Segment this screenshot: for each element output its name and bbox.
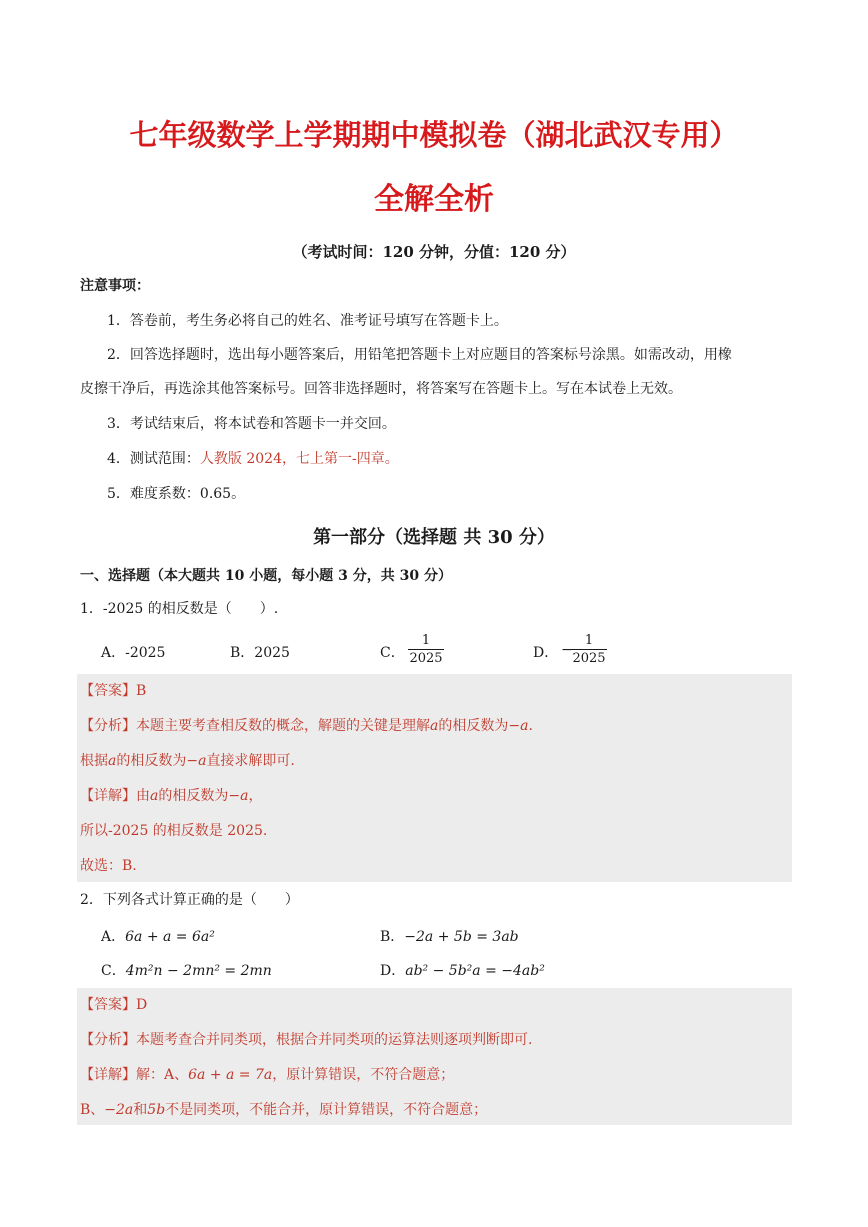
q1-detail: 【详解】由a的相反数为−a， <box>80 788 263 804</box>
detail-expression: −2a <box>104 1102 134 1118</box>
page-title: 七年级数学上学期期中模拟卷（湖北武汉专用） <box>129 118 739 152</box>
q1-detail-line: 所以-2025 的相反数是 2025. <box>80 823 268 839</box>
option-label: B． <box>380 929 405 945</box>
detail-text: 和 <box>133 1102 148 1118</box>
question-1-stem: 1．-2025 的相反数是（ ）. <box>80 601 279 617</box>
analysis-text: 的相反数为 <box>116 753 187 769</box>
option-label: D． <box>380 963 406 979</box>
notice-heading: 注意事项： <box>80 278 150 294</box>
detail-expression: 5b <box>147 1102 166 1118</box>
q1-option-a: A．-2025 <box>101 645 166 661</box>
part-heading: 一、选择题（本大题共 10 小题，每小题 3 分，共 30 分） <box>80 568 452 584</box>
q2-detail <box>80 1064 792 1086</box>
analysis-text: 直接求解即可. <box>206 753 295 769</box>
section-title: 第一部分（选择题 共 30 分） <box>313 527 555 548</box>
detail-text: 解：A、 <box>136 1067 189 1083</box>
math-variable: a <box>150 788 159 804</box>
exam-info: （考试时间：120 分钟，分值：120 分） <box>292 243 576 261</box>
fraction-denominator: 2025 <box>572 651 606 666</box>
q1-option-c-label: C． <box>380 645 405 661</box>
q1-option-d-label: D． <box>533 645 559 661</box>
fraction-numerator: 1 <box>408 633 444 650</box>
math-expression: −a <box>186 753 207 769</box>
fraction-numerator: 1 <box>571 633 607 650</box>
option-expression: −2a + 5b = 3ab <box>404 929 519 945</box>
detail-text: B、 <box>80 1102 105 1118</box>
option-expression: ab² − 5b²a = −4ab² <box>405 963 545 979</box>
notice-item: 1．答卷前，考生务必将自己的姓名、准考证号填写在答题卡上。 <box>107 313 508 329</box>
notice-item <box>80 448 792 470</box>
math-expression: −a <box>508 718 529 734</box>
q1-choice: 故选：B. <box>80 858 137 874</box>
detail-tag: 【详解】 <box>80 788 136 804</box>
notice-item: 3．考试结束后，将本试卷和答题卡一并交回。 <box>107 416 396 432</box>
q2-detail-b <box>80 1099 792 1121</box>
answer-value: D <box>136 997 148 1013</box>
q1-analysis: 【分析】本题主要考查相反数的概念，解题的关键是理解a的相反数为−a. <box>80 718 533 734</box>
answer-tag: 【答案】 <box>80 997 136 1013</box>
minus-sign: − <box>561 642 573 658</box>
answer-value: B <box>136 683 147 699</box>
notice-label: 4．测试范围： <box>107 451 200 467</box>
q2-option-a <box>101 926 215 946</box>
q2-option-d <box>380 960 545 980</box>
q1-answer <box>80 680 792 702</box>
detail-expression: 6a + a = 7a <box>188 1067 273 1083</box>
q1-option-b: B．2025 <box>230 645 290 661</box>
q2-option-c <box>101 960 272 980</box>
detail-text: 不是同类项，不能合并，原计算错误，不符合题意； <box>165 1102 488 1118</box>
option-expression: 4m²n − 2mn² = 2mn <box>125 963 272 979</box>
fraction-denominator: 2025 <box>409 651 443 666</box>
analysis-text: 本题主要考查相反数的概念，解题的关键是理解 <box>136 718 430 734</box>
option-expression: 6a + a = 6a² <box>125 929 215 945</box>
test-scope: 人教版 2024，七上第一-四章。 <box>199 451 399 467</box>
detail-text: 由 <box>136 788 150 804</box>
math-variable: a <box>430 718 439 734</box>
detail-tag: 【详解】 <box>80 1067 136 1083</box>
q1-option-c-fraction <box>408 633 444 668</box>
analysis-tag: 【分析】 <box>80 718 136 734</box>
q2-answer <box>80 994 792 1016</box>
page-subtitle: 全解全析 <box>374 182 494 217</box>
detail-text: 的相反数为 <box>158 788 229 804</box>
answer-tag: 【答案】 <box>80 683 136 699</box>
option-label: C． <box>101 963 126 979</box>
q1-solution-box <box>77 674 792 882</box>
detail-text: ，原计算错误，不符合题意； <box>272 1067 455 1083</box>
notice-item: 2．回答选择题时，选出每小题答案后，用铅笔把答题卡上对应题目的答案标号涂黑。如需改动，用橡 <box>107 347 732 363</box>
math-variable: a <box>108 753 117 769</box>
analysis-text: 的相反数为 <box>438 718 509 734</box>
q2-analysis <box>80 1029 792 1051</box>
option-label: A． <box>101 929 126 945</box>
analysis-text: 本题考查合并同类项，根据合并同类项的运算法则逐项判断即可. <box>136 1032 533 1048</box>
notice-item-continued: 皮擦干净后，再选涂其他答案标号。回答非选择题时，将答案写在答题卡上。写在本试卷上无效。 <box>80 381 682 397</box>
notice-item: 5．难度系数：0.65。 <box>107 486 246 502</box>
analysis-text: 根据 <box>80 753 108 769</box>
question-2-stem: 2．下列各式计算正确的是（ ） <box>80 892 299 908</box>
q1-analysis-continued <box>80 750 792 772</box>
analysis-tag: 【分析】 <box>80 1032 136 1048</box>
math-expression: −a <box>228 788 249 804</box>
q2-option-b <box>380 926 519 946</box>
q1-option-d-fraction <box>571 633 607 668</box>
